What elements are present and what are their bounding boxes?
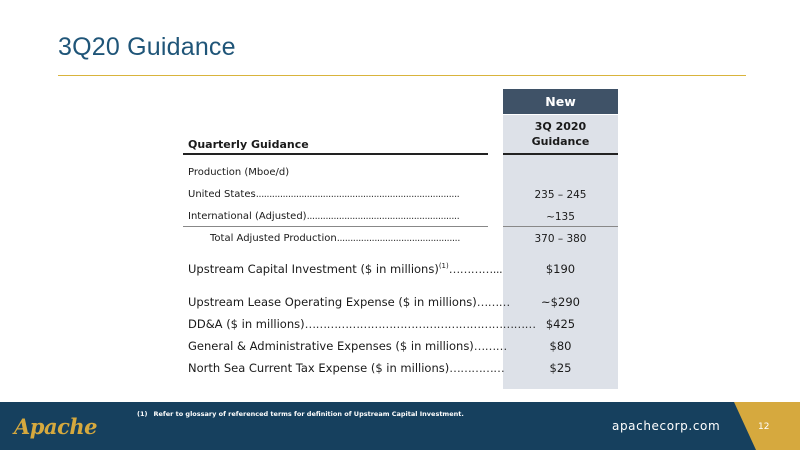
row-label-text: North Sea Current Tax Expense ($ in millions)	[188, 361, 450, 375]
row-label-text: DD&A ($ in millions)	[188, 317, 305, 331]
table-row-value: $425	[545, 317, 576, 331]
table-row-label	[188, 211, 459, 222]
row-leader: ………	[476, 295, 510, 309]
row-leader: ……………	[449, 361, 505, 375]
row-label-text: United States	[188, 189, 256, 200]
row-label-text: International (Adjusted)	[188, 211, 307, 222]
header-rule-right	[503, 153, 618, 155]
apache-logo: Apache	[14, 414, 97, 439]
table-row-label	[188, 189, 459, 200]
footnote-number: (1)	[137, 410, 148, 418]
table-row-value: 235 – 245	[534, 189, 587, 201]
table-row-value: $25	[549, 361, 572, 375]
row-leader: ………	[473, 339, 507, 353]
row-label-text: Upstream Lease Operating Expense ($ in millions)	[188, 295, 477, 309]
row-label-text: General & Administrative Expenses ($ in millions)	[188, 339, 474, 353]
row-leader: ..............................................	[336, 233, 460, 244]
row-header-label: Quarterly Guidance	[188, 138, 309, 151]
table-row-value: 370 – 380	[534, 233, 587, 245]
column-header-line2: Guidance	[531, 135, 590, 148]
footnote-text: Refer to glossary of referenced terms for definition of Upstream Capital Investment.	[153, 410, 464, 418]
table-row-value: $190	[545, 262, 576, 276]
table-row-label	[210, 233, 460, 244]
table-row-label	[188, 262, 502, 276]
table-row-label	[188, 339, 507, 353]
column-header-line1: 3Q 2020	[534, 120, 587, 133]
website-link[interactable]: apachecorp.com	[612, 419, 721, 433]
page-title: 3Q20 Guidance	[58, 33, 236, 61]
guidance-column-header	[503, 119, 618, 149]
row-leader: .........................................................	[306, 211, 460, 222]
subtotal-rule-left	[183, 226, 488, 227]
row-label-text: Total Adjusted Production	[210, 233, 337, 244]
row-leader: ………………………………………………………	[304, 317, 536, 331]
table-row-label	[188, 317, 536, 331]
table-row-value: ~$290	[541, 295, 580, 309]
table-row-value: $80	[549, 339, 572, 353]
table-row-value: ~135	[546, 211, 575, 223]
row-leader: ............................................................................	[255, 189, 460, 200]
footnote-ref: (1)	[438, 262, 449, 271]
header-rule-left	[183, 153, 488, 155]
row-label-text: Upstream Capital Investment ($ in millions)	[188, 262, 439, 276]
subtotal-rule-right	[503, 226, 618, 227]
footnote	[137, 410, 464, 418]
table-row-label	[188, 295, 510, 309]
title-divider	[58, 75, 746, 76]
table-row-label	[188, 361, 504, 375]
footer-bar	[0, 402, 800, 450]
production-header: Production (Mboe/d)	[188, 167, 290, 178]
new-column-badge: New	[503, 89, 618, 114]
page-number: 12	[758, 422, 770, 432]
row-leader: …………...	[448, 262, 503, 276]
